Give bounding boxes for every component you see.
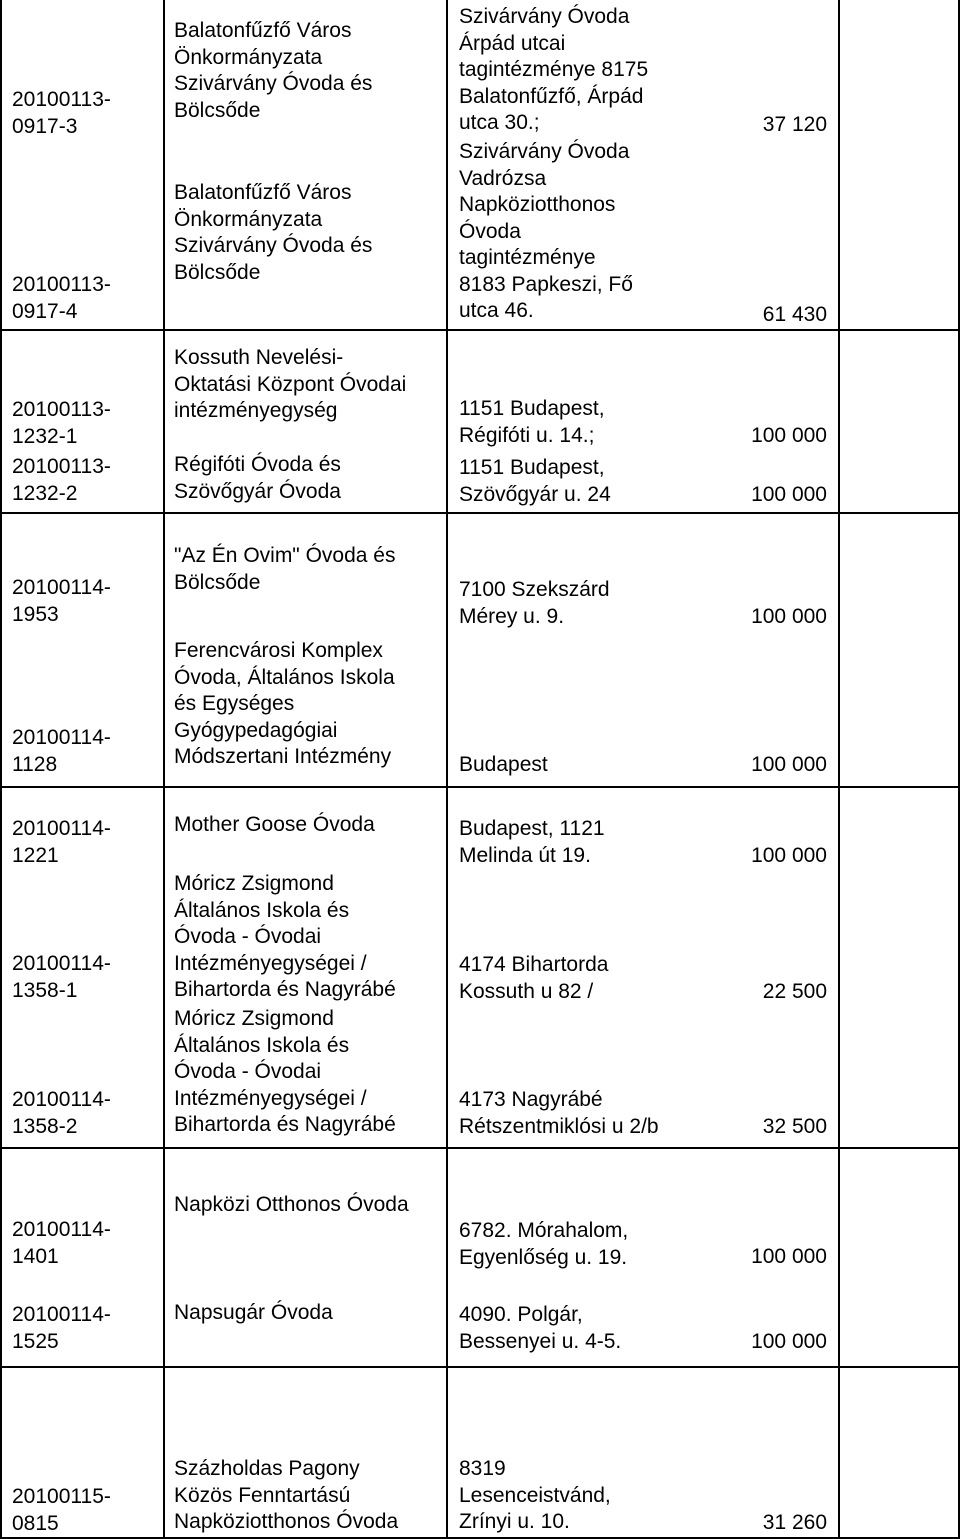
grant-amount: 100 000: [751, 753, 827, 776]
registration-id: 20100114- 1525: [12, 1303, 111, 1353]
institution-name: Móricz Zsigmond Általános Iskola és Óvoda - Óvodai Intézményegységei / Bihartorda és Nagyrábé: [174, 872, 396, 1001]
institution-address: 7100 Szekszárd Mérey u. 9.: [459, 578, 610, 628]
grant-amount: 22 500: [762, 980, 827, 1003]
grant-amount: 61 430: [762, 303, 827, 326]
grant-amount: 100 000: [751, 424, 827, 447]
registration-id: 20100113- 0917-4: [12, 273, 111, 323]
row-divider: [0, 786, 960, 788]
institution-name: Napközi Otthonos Óvoda: [174, 1193, 409, 1216]
row-divider: [0, 329, 960, 331]
registration-id: 20100114- 1401: [12, 1218, 111, 1268]
institution-name: Százholdas Pagony Közös Fenntartású Napköziotthonos Óvoda: [174, 1457, 399, 1533]
institution-address: 1151 Budapest, Régifóti u. 14.;: [459, 397, 605, 447]
grant-amount: 32 500: [762, 1115, 827, 1138]
registration-id: 20100113- 0917-3: [12, 88, 111, 138]
row-divider: [0, 512, 960, 514]
registration-id: 20100114- 1953: [12, 576, 111, 626]
column-divider-3: [838, 0, 840, 1539]
grant-amount: 100 000: [751, 1245, 827, 1268]
grant-amount: 100 000: [751, 605, 827, 628]
institution-name: Móricz Zsigmond Általános Iskola és Óvoda - Óvodai Intézményegységei / Bihartorda és Nagyrábé: [174, 1007, 396, 1136]
registration-id: 20100114- 1358-2: [12, 1088, 111, 1138]
row-divider: [0, 1366, 960, 1368]
institution-address: 4174 Bihartorda Kossuth u 82 /: [459, 953, 609, 1003]
institution-address: 8319 Lesenceistvánd, Zrínyi u. 10.: [459, 1457, 611, 1533]
institution-name: Ferencvárosi Komplex Óvoda, Általános Iskola és Egységes Gyógypedagógiai Módszertani Intézmény: [174, 639, 395, 768]
institution-address: 1151 Budapest, Szövőgyár u. 24: [459, 456, 611, 506]
grant-amount: 31 260: [762, 1511, 827, 1534]
grant-amount: 100 000: [751, 483, 827, 506]
grant-amount: 37 120: [762, 113, 827, 136]
row-divider: [0, 1147, 960, 1149]
registration-id: 20100114- 1358-1: [12, 952, 111, 1002]
institution-address: Budapest: [459, 753, 548, 776]
grant-amount: 100 000: [751, 844, 827, 867]
institution-name: Mother Goose Óvoda: [174, 813, 375, 836]
institution-address: 6782. Mórahalom, Egyenlőség u. 19.: [459, 1219, 629, 1269]
institution-address: Budapest, 1121 Melinda út 19.: [459, 817, 605, 867]
institution-address: 4090. Polgár, Bessenyei u. 4-5.: [459, 1303, 622, 1353]
registration-id: 20100114- 1128: [12, 726, 111, 776]
institution-name: "Az Én Ovim" Óvoda és Bölcsőde: [174, 544, 396, 594]
column-divider-1: [163, 0, 165, 1539]
institution-address: Szivárvány Óvoda Árpád utcai tagintézménye 8175 Balatonfűzfő, Árpád utca 30.;: [459, 5, 649, 134]
institution-name: Régifóti Óvoda és Szövőgyár Óvoda: [174, 453, 341, 503]
institution-address: Szivárvány Óvoda Vadrózsa Napköziotthonos Óvoda tagintézménye 8183 Papkeszi, Fő utca 46.: [459, 140, 633, 322]
column-divider-2: [446, 0, 448, 1539]
institution-name: Balatonfűzfő Város Önkormányzata Szivárvány Óvoda és Bölcsőde: [174, 181, 373, 284]
registration-id: 20100114- 1221: [12, 817, 111, 867]
grant-amount: 100 000: [751, 1330, 827, 1353]
institution-address: 4173 Nagyrábé Rétszentmiklósi u 2/b: [459, 1088, 659, 1138]
institution-name: Balatonfűzfő Város Önkormányzata Szivárvány Óvoda és Bölcsőde: [174, 19, 373, 122]
registration-id: 20100113- 1232-2: [12, 455, 111, 505]
registration-id: 20100115- 0815: [12, 1485, 111, 1535]
registration-id: 20100113- 1232-1: [12, 398, 111, 448]
institution-name: Kossuth Nevelési- Oktatási Központ Óvodai intézményegység: [174, 346, 407, 422]
institution-name: Napsugár Óvoda: [174, 1301, 333, 1324]
table-border-left: [0, 0, 2, 1539]
